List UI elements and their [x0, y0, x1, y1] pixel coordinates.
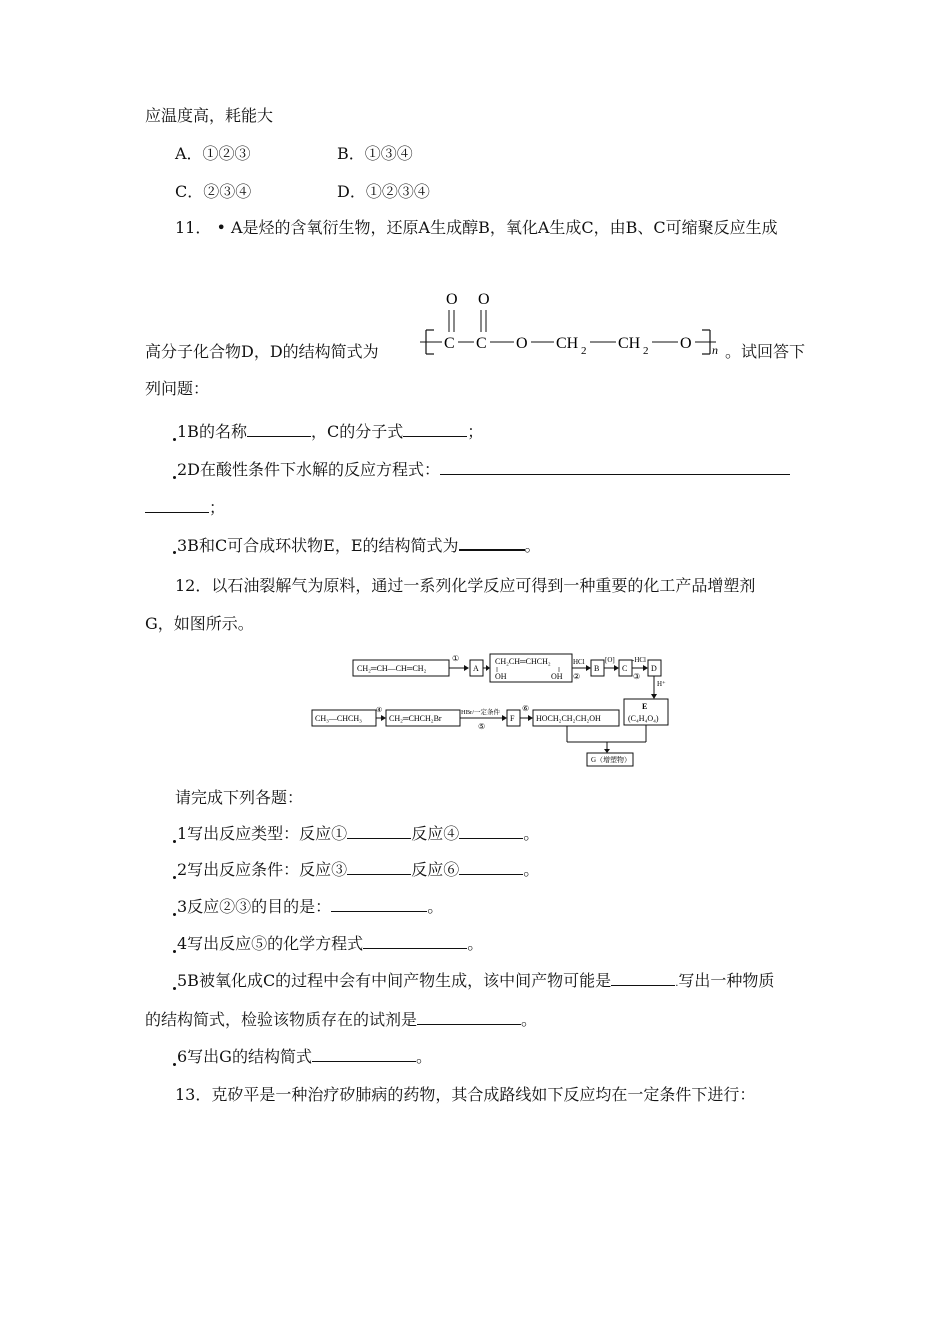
struct-sub2b: 2	[643, 345, 649, 357]
svg-text:HCl: HCl	[573, 658, 585, 666]
q12-sub6: 6写出G的结构简式 。	[177, 1047, 432, 1066]
polymer-structure-d	[418, 286, 738, 366]
q10-continuation: 应温度高，耗能大	[145, 106, 274, 125]
propene: CH₃—CHCH₃	[315, 714, 362, 723]
box-c: C	[622, 664, 628, 673]
box-b: B	[594, 664, 600, 673]
q11-stem2: 高分子化合物D，D的结构简式为	[145, 342, 379, 361]
reaction-scheme	[310, 648, 670, 770]
answer-blank[interactable]	[417, 1010, 521, 1025]
q11-sub2: 2D在酸性条件下水解的反应方程式：	[177, 460, 790, 480]
answer-blank[interactable]	[459, 535, 525, 551]
svg-text:H⁺: H⁺	[657, 680, 666, 688]
q12-stem2: G，如图所示。	[145, 614, 254, 633]
q10-option-d: D．①②③④	[337, 182, 430, 201]
answer-blank[interactable]	[312, 1047, 416, 1062]
svg-text:⑥: ⑥	[522, 704, 530, 713]
svg-text:②: ②	[573, 672, 581, 681]
box-e: E	[642, 702, 648, 711]
q11-sub2-cont: ；	[145, 498, 225, 518]
struct-c1: C	[444, 335, 455, 352]
svg-text:OH: OH	[495, 672, 507, 681]
svg-text:HBr/一定条件: HBr/一定条件	[461, 709, 500, 716]
svg-text:④: ④	[376, 706, 383, 714]
struct-ch2b: CH	[618, 335, 641, 352]
diol-top: CH₂CH═CHCH₂	[495, 657, 551, 666]
answer-blank[interactable]	[459, 860, 523, 875]
answer-blank[interactable]	[331, 897, 427, 912]
svg-text:OH: OH	[551, 672, 563, 681]
q11-sub1: 1B的名称 ，C的分子式 ；	[177, 422, 484, 441]
svg-text:⑤: ⑤	[478, 722, 486, 731]
struct-n: n	[712, 343, 718, 357]
answer-blank[interactable]	[403, 422, 467, 437]
struct-sub2a: 2	[581, 345, 587, 357]
q11-number: 11．	[175, 218, 212, 237]
q10-option-b: B．①③④	[337, 144, 413, 163]
answer-blank[interactable]	[347, 860, 411, 875]
butadiene: CH₂═CH—CH═CH₂	[357, 664, 427, 673]
q11-stem-text: A是烃的含氧衍生物，还原A生成醇B，氧化A生成C，由B、C可缩聚反应生成	[231, 218, 778, 237]
q11-stem3: 列问题：	[145, 379, 210, 398]
answer-blank[interactable]	[440, 460, 790, 475]
q11-stem	[175, 218, 778, 238]
box-f: F	[510, 714, 515, 723]
propanediol: HOCH₂CH₂CH₂OH	[536, 714, 601, 723]
q11-marker: •	[216, 218, 226, 237]
q12-sub3: 3反应②③的目的是： 。	[177, 897, 444, 916]
q11-sub3: 3B和C可合成环状物E，E的结构简式为 。	[177, 536, 541, 555]
q12-sub1: 1写出反应类型：反应① 反应④ 。	[177, 824, 540, 843]
struct-c2: C	[476, 335, 487, 352]
q11-stem2-after: 。试回答下	[725, 342, 806, 361]
struct-o3: O	[516, 335, 528, 352]
box-d: D	[651, 664, 657, 673]
allyl-bromide: CH₂═CHCH₂Br	[389, 714, 442, 723]
q12-sub4: 4写出反应⑤的化学方程式 。	[177, 934, 484, 953]
box-a: A	[473, 664, 479, 673]
q12-sub5: 5B被氧化成C的过程中会有中间产物生成，该中间产物可能是 .写出一种物质	[177, 971, 775, 990]
svg-text:(C₄H₄O₄): (C₄H₄O₄)	[628, 714, 659, 723]
svg-text:-HCl: -HCl	[632, 656, 646, 664]
struct-o1: O	[446, 291, 458, 308]
svg-text:③: ③	[633, 672, 641, 681]
answer-blank[interactable]	[459, 824, 523, 839]
q12-prompt: 请完成下列各题：	[175, 788, 304, 807]
svg-text:[O]: [O]	[605, 656, 615, 664]
answer-blank[interactable]	[363, 934, 467, 949]
q10-option-c: C．②③④	[175, 182, 252, 201]
box-g: G（增塑物）	[591, 756, 632, 764]
q12-sub5-cont: 的结构简式，检验该物质存在的试剂是 。	[145, 1010, 538, 1029]
answer-blank[interactable]	[145, 498, 209, 513]
answer-blank[interactable]	[347, 824, 411, 839]
q12-stem: 12．以石油裂解气为原料，通过一系列化学反应可得到一种重要的化工产品增塑剂	[175, 576, 756, 595]
answer-blank[interactable]	[247, 422, 311, 437]
svg-text:①: ①	[452, 654, 460, 663]
q13-stem: 13．克矽平是一种治疗矽肺病的药物，其合成路线如下反应均在一定条件下进行：	[175, 1085, 756, 1104]
q10-option-a: A．①②③	[175, 144, 251, 163]
answer-blank[interactable]	[611, 971, 675, 986]
struct-ch2a: CH	[556, 335, 579, 352]
struct-o2: O	[478, 291, 490, 308]
q12-sub2: 2写出反应条件：反应③ 反应⑥ 。	[177, 860, 540, 879]
struct-o4: O	[680, 335, 692, 352]
